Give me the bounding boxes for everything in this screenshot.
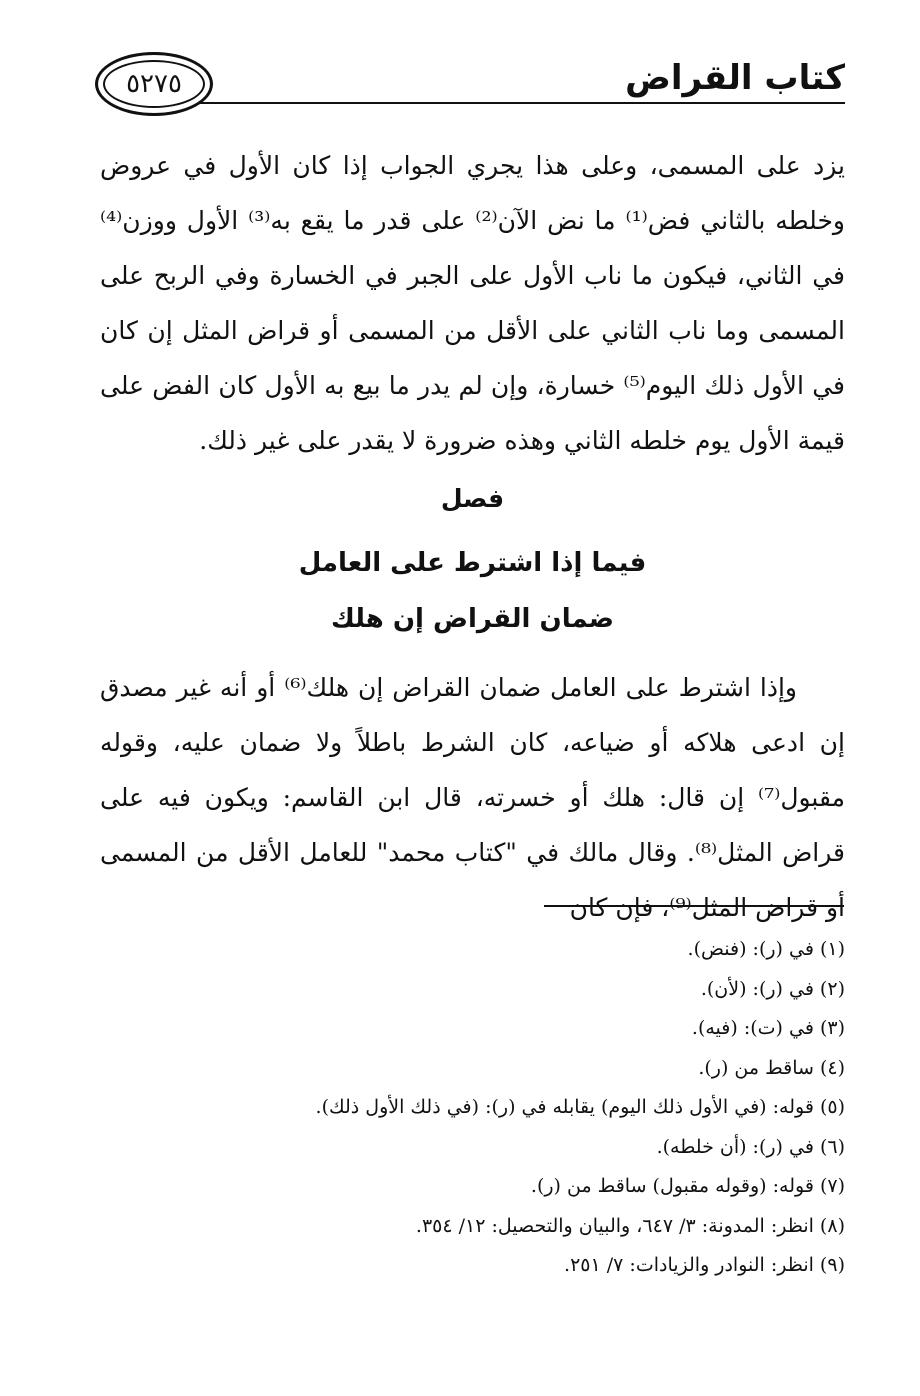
section-title-line-1: فيما إذا اشترط على العامل [298,548,647,578]
footnote-item: (٣) في (ت): (فيه). [691,1017,845,1039]
page-header [95,52,845,116]
paragraph-text: يزد على المسمى، وعلى هذا يجري الجواب إذا كان الأول في عروض وخلطه بالثاني فض⁽¹⁾ ما نض الآن⁽²⁾ على قدر ما يقع به⁽³⁾ الأول ووزن⁽⁴⁾ في الثاني، فيكون ما ناب الأول على الجبر في الخسارة وفي الربح على المسمى وما ناب الثاني على الأقل من المسمى أو قراض المثل إن كان في الأول ذلك اليوم⁽⁵⁾ خسارة، وإن لم يدر ما بيع به الأول كان الفض على قيمة الأول يوم خلطه الثاني وهذه ضرورة لا يقدر على غير ذلك. [100,151,846,455]
footnote-item: (٤) ساقط من (ر). [698,1056,845,1079]
footnote-item: (٩) انظر: النوادر والزيادات: ٧/ ٢٥١. [564,1254,845,1276]
footnote-item: (٢) في (ر): (لأن). [700,977,845,1000]
main-paragraph-2: وإذا اشترط على العامل ضمان القراض إن هلك⁽⁶⁾ أو أنه غير مصدق إن ادعى هلاكه أو ضياعه، كان الشرط باطلاً ولا ضمان عليه، وقوله مقبول⁽⁷⁾ إن قال: هلك أو خسرته، قال ابن القاسم: ويكون فيه على قراض المثل⁽⁸⁾. وقال مالك في "كتاب محمد" للعامل الأقل من المسمى أو قراض المثل⁽⁹⁾، فإن كان [100,673,845,922]
footnotes [100,930,845,1286]
section-title-line-2: ضمان القراض إن هلك [330,604,615,634]
footnote-item: (١) في (ر): (فنض). [687,938,845,960]
header-rule [199,102,845,104]
page-number: ٥٢٧٥ [126,69,182,99]
footnote-separator [544,905,844,907]
footnote-item: (٦) في (ر): (أن خلطه). [656,1135,845,1158]
page-number-badge [95,52,213,116]
footnote-item: (٥) قوله: (في الأول ذلك اليوم) يقابله في (ر): (في ذلك الأول ذلك). [315,1096,845,1118]
section-label: فصل [440,484,505,513]
main-paragraph-1 [100,138,845,468]
footnote-item: (٧) قوله: (وقوله مقبول) ساقط من (ر). [530,1175,845,1197]
book-title: كتاب القراض [625,58,845,98]
footnote-item: (٨) انظر: المدونة: ٣/ ٦٤٧، والبيان والتحصيل: ١٢/ ٣٥٤. [415,1214,845,1237]
